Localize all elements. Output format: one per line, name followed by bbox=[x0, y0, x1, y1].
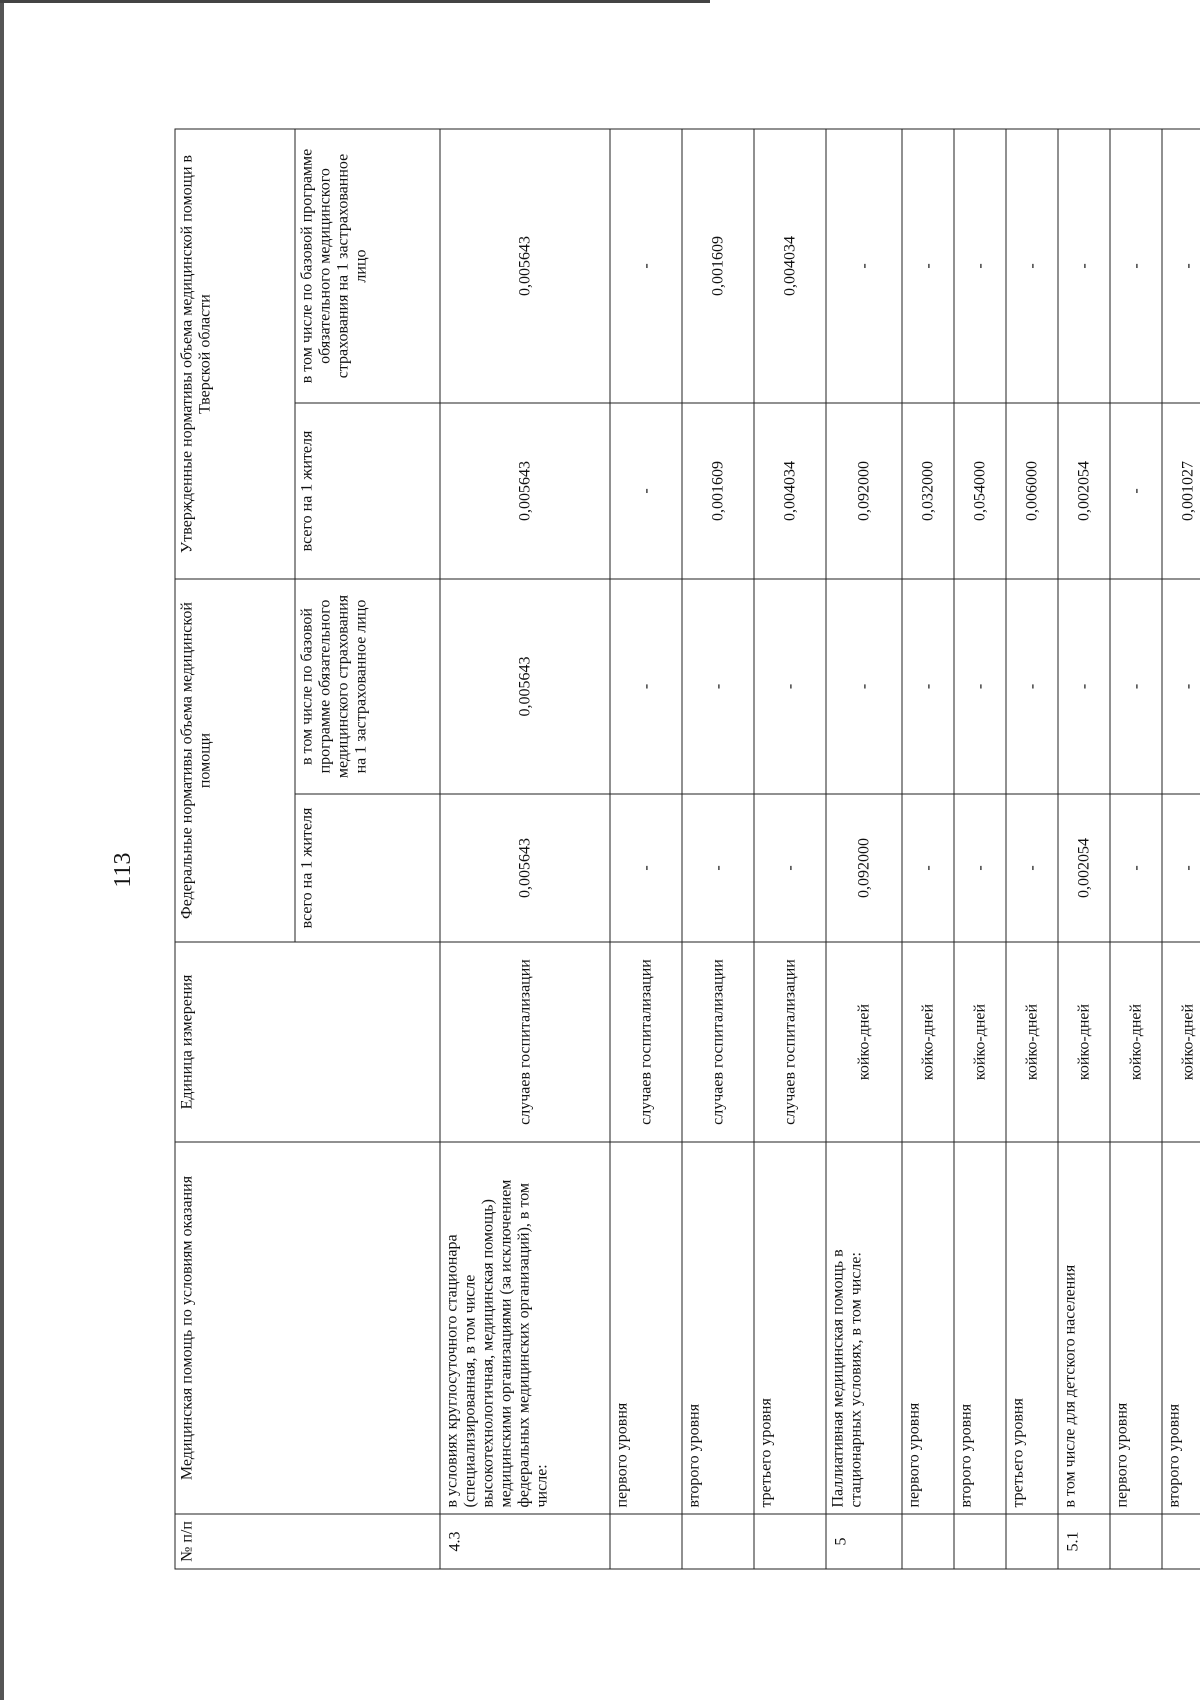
row-regional-all: 0,001027 bbox=[1162, 403, 1200, 579]
row-federal-all: - bbox=[1162, 794, 1200, 942]
table-row bbox=[902, 129, 954, 1569]
row-regional-all: 0,092000 bbox=[826, 403, 902, 579]
table-row bbox=[682, 129, 754, 1569]
row-federal-oms: 0,005643 bbox=[440, 579, 610, 794]
header-regional-per-resident: всего на 1 жителя bbox=[295, 403, 440, 579]
row-federal-oms: - bbox=[1162, 579, 1200, 794]
row-number bbox=[1110, 1514, 1162, 1569]
row-unit: койко-дней bbox=[1162, 942, 1200, 1142]
row-regional-all: 0,002054 bbox=[1058, 403, 1110, 579]
row-number: 4.3 bbox=[440, 1514, 610, 1569]
row-unit: случаев госпитализации bbox=[440, 942, 610, 1142]
table-row bbox=[954, 129, 1006, 1569]
row-federal-oms: - bbox=[754, 579, 826, 794]
row-federal-oms: - bbox=[1110, 579, 1162, 794]
row-unit: койко-дней bbox=[1110, 942, 1162, 1142]
scan-border-mark bbox=[0, 0, 710, 3]
row-regional-oms: 0,001609 bbox=[682, 129, 754, 403]
row-regional-oms: - bbox=[826, 129, 902, 403]
header-unit: Единица измерения bbox=[175, 942, 440, 1142]
page-number: 113 bbox=[110, 852, 136, 888]
row-regional-all: 0,054000 bbox=[954, 403, 1006, 579]
table-row bbox=[610, 129, 682, 1569]
row-federal-all: - bbox=[754, 794, 826, 942]
header-federal: Федеральные нормативы объема медицинской помощи bbox=[175, 579, 295, 942]
row-care-type: второго уровня bbox=[954, 1142, 1006, 1514]
row-care-type: первого уровня bbox=[902, 1142, 954, 1514]
row-regional-oms: 0,005643 bbox=[440, 129, 610, 403]
row-federal-oms: - bbox=[682, 579, 754, 794]
table-row bbox=[754, 129, 826, 1569]
row-regional-oms: - bbox=[954, 129, 1006, 403]
row-care-type: третьего уровня bbox=[754, 1142, 826, 1514]
row-care-type: в том числе для детского населения bbox=[1058, 1142, 1110, 1514]
row-federal-all: 0,005643 bbox=[440, 794, 610, 942]
table-row bbox=[1058, 129, 1110, 1569]
row-federal-all: - bbox=[902, 794, 954, 942]
row-regional-oms: - bbox=[1110, 129, 1162, 403]
row-number bbox=[954, 1514, 1006, 1569]
row-unit: койко-дней bbox=[902, 942, 954, 1142]
scan-border-mark bbox=[0, 0, 4, 1700]
row-federal-all: 0,092000 bbox=[826, 794, 902, 942]
row-regional-all: 0,006000 bbox=[1006, 403, 1058, 579]
row-regional-oms: - bbox=[610, 129, 682, 403]
row-number bbox=[754, 1514, 826, 1569]
row-unit: койко-дней bbox=[826, 942, 902, 1142]
row-care-type: второго уровня bbox=[1162, 1142, 1200, 1514]
row-number bbox=[1006, 1514, 1058, 1569]
row-federal-oms: - bbox=[954, 579, 1006, 794]
row-regional-oms: - bbox=[1162, 129, 1200, 403]
row-care-type: второго уровня bbox=[682, 1142, 754, 1514]
row-regional-all: 0,005643 bbox=[440, 403, 610, 579]
row-regional-all: 0,001609 bbox=[682, 403, 754, 579]
row-regional-all: 0,004034 bbox=[754, 403, 826, 579]
row-care-type: первого уровня bbox=[1110, 1142, 1162, 1514]
row-federal-all: - bbox=[682, 794, 754, 942]
row-number bbox=[1162, 1514, 1200, 1569]
header-care: Медицинская помощь по условиям оказания bbox=[175, 1142, 440, 1514]
row-unit: койко-дней bbox=[1006, 942, 1058, 1142]
row-federal-oms: - bbox=[1006, 579, 1058, 794]
row-care-type: Паллиативная медицинская помощь в стационарных условиях, в том числе: bbox=[826, 1142, 902, 1514]
rotated-table-container bbox=[175, 130, 1196, 1570]
row-unit: случаев госпитализации bbox=[610, 942, 682, 1142]
row-federal-all: - bbox=[1110, 794, 1162, 942]
row-unit: койко-дней bbox=[1058, 942, 1110, 1142]
row-regional-all: 0,032000 bbox=[902, 403, 954, 579]
row-unit: койко-дней bbox=[954, 942, 1006, 1142]
row-number bbox=[610, 1514, 682, 1569]
row-regional-oms: 0,004034 bbox=[754, 129, 826, 403]
header-regional: Утвержденные нормативы объема медицинской помощи в Тверской области bbox=[175, 129, 295, 579]
row-regional-oms: - bbox=[1058, 129, 1110, 403]
table-row bbox=[440, 129, 610, 1569]
row-regional-oms: - bbox=[902, 129, 954, 403]
row-regional-oms: - bbox=[1006, 129, 1058, 403]
row-unit: случаев госпитализации bbox=[754, 942, 826, 1142]
row-number bbox=[902, 1514, 954, 1569]
header-federal-per-resident: всего на 1 жителя bbox=[295, 794, 440, 942]
row-care-type: в условиях круглосуточного стационара (специализированная, в том числе высокотехнологичная, медицинская помощь) медицинскими организациями (за исключением федеральных медицинских организаций), в том числе: bbox=[440, 1142, 610, 1514]
row-care-type: третьего уровня bbox=[1006, 1142, 1058, 1514]
row-federal-all: - bbox=[1006, 794, 1058, 942]
row-number: 5 bbox=[826, 1514, 902, 1569]
care-volume-table bbox=[175, 129, 1200, 1570]
row-care-type: первого уровня bbox=[610, 1142, 682, 1514]
row-federal-all: 0,002054 bbox=[1058, 794, 1110, 942]
table-row bbox=[1162, 129, 1200, 1569]
row-federal-all: - bbox=[610, 794, 682, 942]
row-regional-all: - bbox=[610, 403, 682, 579]
row-regional-all: - bbox=[1110, 403, 1162, 579]
table-row bbox=[1006, 129, 1058, 1569]
header-federal-per-insured: в том числе по базовой программе обязательного медицинского страхования на 1 застрахованное лицо bbox=[295, 579, 440, 794]
row-number: 5.1 bbox=[1058, 1514, 1110, 1569]
row-unit: случаев госпитализации bbox=[682, 942, 754, 1142]
row-number bbox=[682, 1514, 754, 1569]
table-row bbox=[826, 129, 902, 1569]
row-federal-all: - bbox=[954, 794, 1006, 942]
header-regional-per-insured: в том числе по базовой программе обязательного медицинского страхования на 1 застрахованное лицо bbox=[295, 129, 440, 403]
row-federal-oms: - bbox=[610, 579, 682, 794]
header-num: № п/п bbox=[175, 1514, 440, 1569]
row-federal-oms: - bbox=[1058, 579, 1110, 794]
row-federal-oms: - bbox=[826, 579, 902, 794]
table-row bbox=[1110, 129, 1162, 1569]
row-federal-oms: - bbox=[902, 579, 954, 794]
